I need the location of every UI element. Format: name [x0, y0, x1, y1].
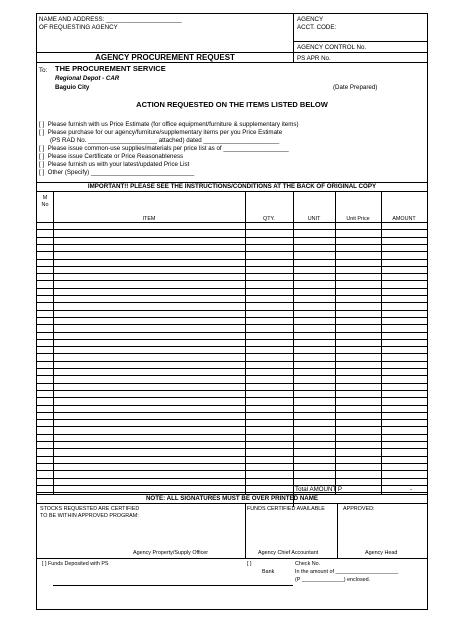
to-service: THE PROCUREMENT SERVICE — [55, 64, 166, 73]
items-table — [37, 191, 427, 491]
col-amount-header: AMOUNT — [392, 216, 416, 222]
action-option-3: [ ] Please issue common-use supplies/materials per price list as of ___________________ — [39, 145, 289, 152]
agency-control-label: AGENCY CONTROL No. — [297, 44, 367, 51]
table-row — [37, 302, 427, 303]
deposit-signature-line — [53, 585, 293, 586]
table-row — [37, 229, 427, 230]
table-row — [37, 346, 427, 347]
table-row — [37, 478, 427, 479]
agency-head-label: Agency Head — [365, 550, 398, 556]
action-heading: ACTION REQUESTED ON THE ITEMS LISTED BELOW — [136, 100, 328, 109]
table-row — [37, 485, 427, 486]
col-unit-header: UNIT — [307, 216, 321, 222]
important-note: IMPORTANT!! PLEASE SEE THE INSTRUCTIONS/CONDITIONS AT THE BACK OF ORIGINAL COPY — [87, 183, 377, 190]
form-title: AGENCY PROCUREMENT REQUEST — [95, 53, 235, 62]
requesting-agency-label: OF REQUESTING AGENCY — [39, 24, 118, 31]
table-row — [37, 419, 427, 420]
stocks-certified-line2: TO BE WITHIN APPROVED PROGRAM: — [40, 513, 139, 519]
col-no-header: No — [41, 202, 49, 208]
amount-of-label: In the amount of _____________________ — [295, 569, 399, 575]
table-row — [37, 237, 427, 238]
table-row — [37, 295, 427, 296]
note-bottom-line — [37, 503, 427, 504]
table-row — [37, 266, 427, 267]
total-label: Total AMOUNT P — [295, 486, 342, 493]
enclosed-label: (P ______________) enclosed. — [295, 577, 371, 583]
table-row — [37, 383, 427, 384]
to-label: To: — [39, 67, 48, 74]
table-row — [37, 463, 427, 464]
table-row — [37, 361, 427, 362]
bank-label: Bank — [262, 569, 275, 575]
header-line-1 — [293, 41, 428, 42]
table-row — [37, 426, 427, 427]
table-row — [37, 390, 427, 391]
table-row — [37, 273, 427, 274]
header-divider — [293, 14, 294, 62]
table-row — [37, 448, 427, 449]
to-city: Baguio City — [55, 84, 90, 91]
table-row — [37, 332, 427, 333]
sig-divider-1 — [245, 503, 246, 558]
col-divider-3 — [293, 191, 294, 507]
table-row — [37, 339, 427, 340]
action-option-5: [ ] Please furnish us with your latest/updated Price List — [39, 161, 190, 168]
table-row — [37, 259, 427, 260]
signature-note: NOTE: ALL SIGNATURES MUST BE OVER PRINTED NAME — [145, 495, 319, 502]
table-row — [37, 492, 427, 493]
action-option-4: [ ] Please issue Certificate or Price Reasonableness — [39, 153, 184, 160]
table-row — [37, 310, 427, 311]
action-option-1: [ ] Please furnish with us Price Estimate (for office equipment/furniture & supplementary items) — [39, 121, 299, 128]
supply-officer-label: Agency Property/Supply Officer — [133, 550, 209, 556]
ps-rad-line: (PS RAD No. ____________________ attached) dated ______________________ — [50, 137, 280, 144]
col-qty-header: QTY. — [263, 216, 275, 222]
table-row — [37, 324, 427, 325]
col-unit-price-header: Unit Price — [346, 216, 370, 222]
date-prepared: (Date Prepared) — [333, 84, 378, 91]
table-row — [37, 434, 427, 435]
funds-certified: FUNDS CERTIFIED AVAILABLE — [247, 506, 325, 512]
procurement-request-form — [36, 13, 428, 610]
action-option-2: [ ] Please purchase for our agency/furniture/supplementary items per you Price Estimate — [39, 129, 283, 136]
stocks-certified-line1: STOCKS REQUESTED ARE CERTIFIED — [40, 506, 140, 512]
table-row — [37, 251, 427, 252]
header-line-3 — [37, 62, 427, 63]
table-header-line — [37, 222, 427, 223]
check-no-label: Check No. — [295, 561, 321, 567]
action-option-6: [ ] Other (Specify) ______________________________ — [39, 169, 195, 176]
ps-apr-label: PS APR No. — [297, 55, 331, 62]
table-row — [37, 244, 427, 245]
table-row — [37, 412, 427, 413]
table-row — [37, 397, 427, 398]
sig-divider-2 — [337, 503, 338, 558]
to-depot: Regional Depot - CAR — [55, 75, 120, 82]
col-item-header: ITEM — [142, 216, 156, 222]
sig-bottom-line — [37, 558, 427, 559]
table-row — [37, 470, 427, 471]
table-row — [37, 353, 427, 354]
col-m-header: M — [42, 195, 48, 201]
acct-code-label: ACCT. CODE: — [297, 24, 337, 31]
table-row — [37, 280, 427, 281]
name-address-label: NAME AND ADDRESS: ______________________ — [39, 16, 182, 23]
total-value: - — [410, 486, 413, 493]
table-row — [37, 368, 427, 369]
table-row — [37, 317, 427, 318]
table-row — [37, 405, 427, 406]
agency-label: AGENCY — [297, 16, 324, 23]
table-row — [37, 456, 427, 457]
approved-label: APPROVED: — [343, 506, 375, 512]
chief-accountant-label: Agency Chief Accountant — [258, 550, 319, 556]
table-row — [37, 375, 427, 376]
funds-deposited: [ ] Funds Deposited with PS — [42, 561, 109, 567]
table-row — [37, 441, 427, 442]
footer-bracket: [ ] — [247, 561, 252, 567]
table-row — [37, 288, 427, 289]
